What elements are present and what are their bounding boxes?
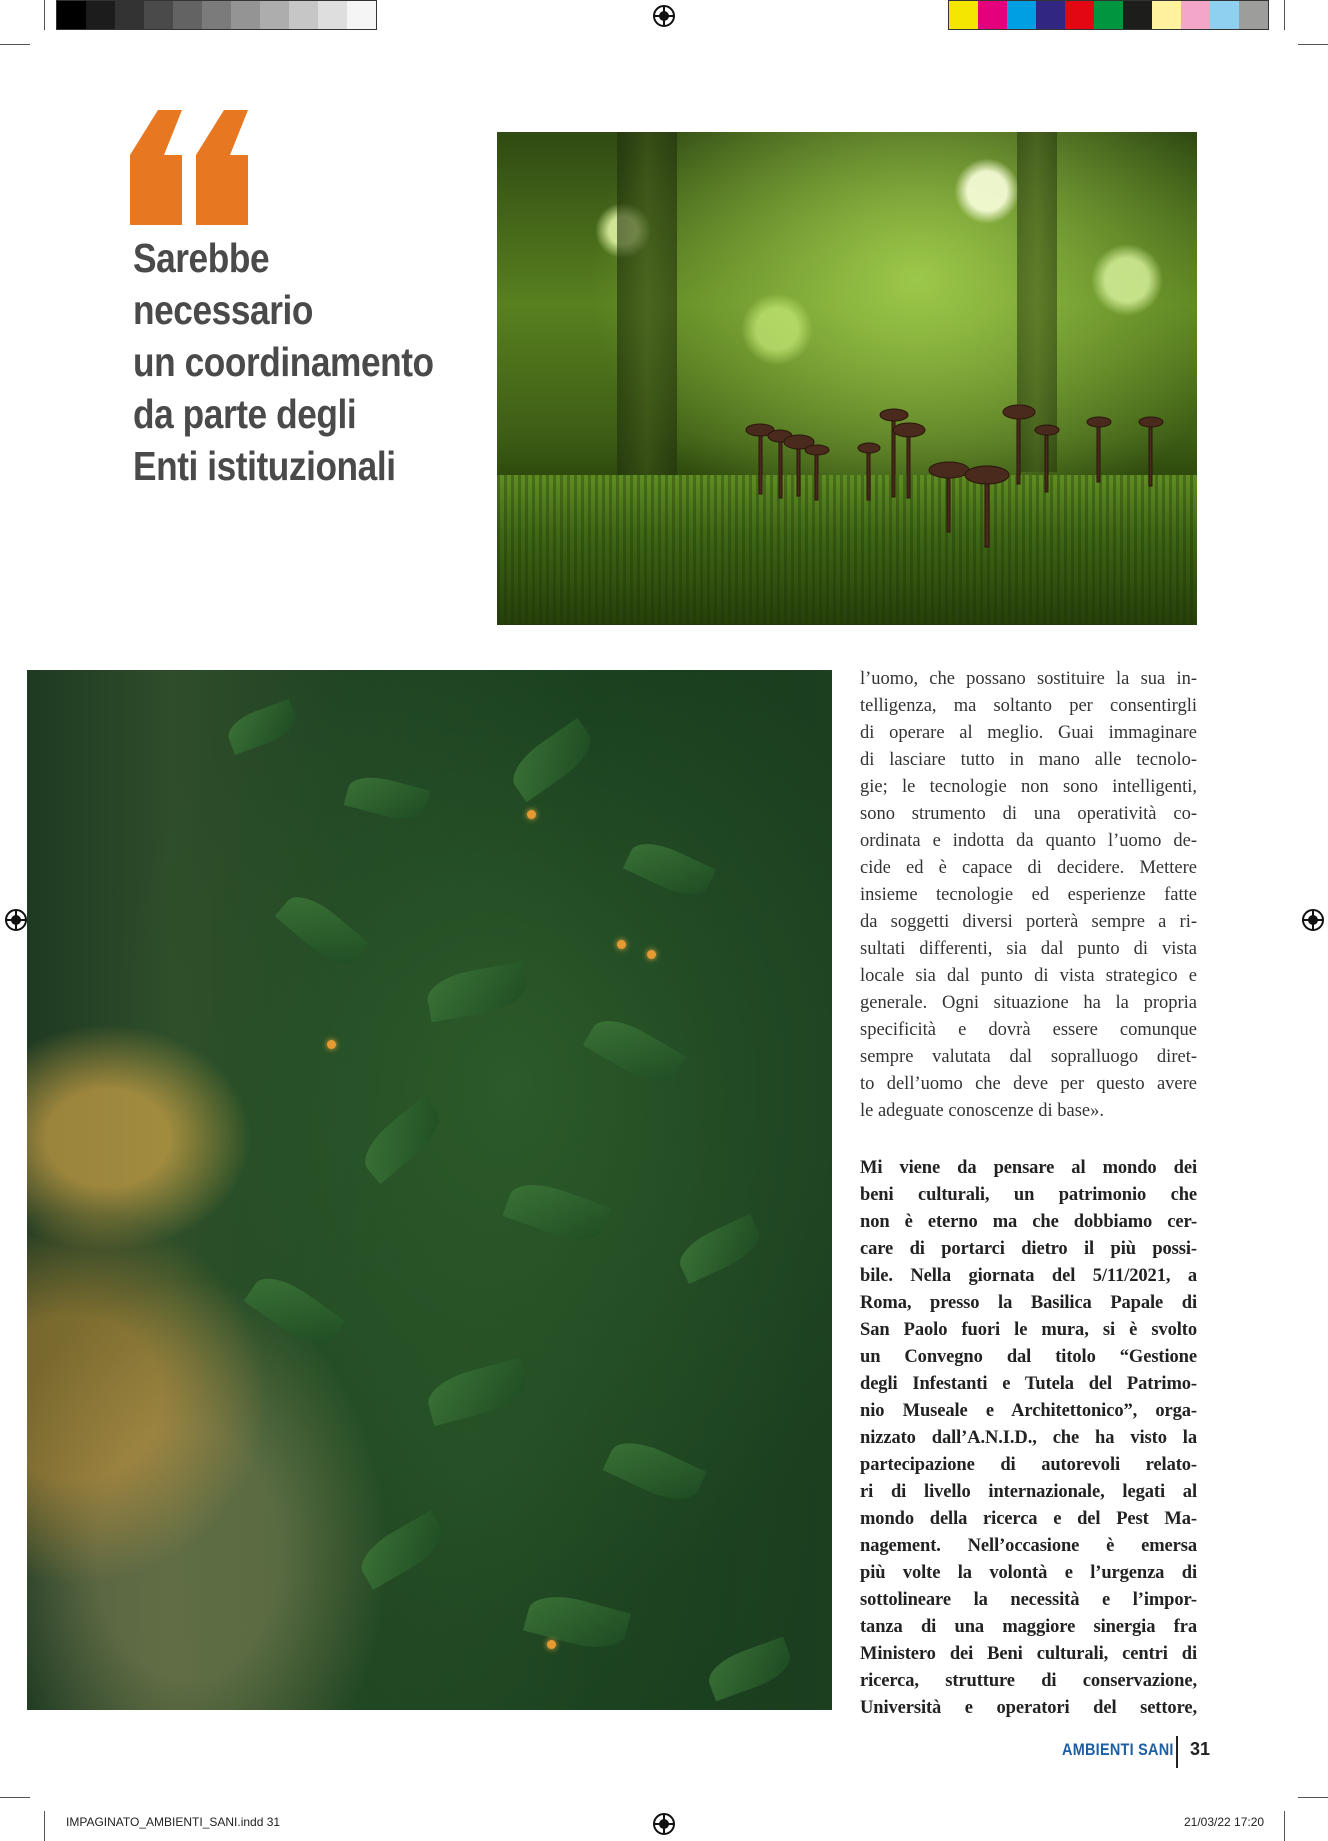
color-swatch: [1094, 1, 1123, 29]
pull-quote-line: Enti istituzionali: [133, 443, 396, 489]
text-line: Roma, presso la Basilica Papale di: [860, 1293, 1197, 1313]
crop-mark: [0, 1797, 30, 1798]
article-paragraph: [860, 666, 1197, 1125]
text-line: insieme tecnologie ed esperienze fatte: [860, 885, 1197, 905]
text-line: sempre valutata dal sopralluogo diret-: [860, 1047, 1197, 1067]
color-swatch: [1123, 1, 1152, 29]
color-swatch: [949, 1, 978, 29]
text-line: Mi viene da pensare al mondo dei: [860, 1158, 1197, 1178]
text-line: bile. Nella giornata del 5/11/2021, a: [860, 1266, 1197, 1286]
text-line: tanza di una maggiore sinergia fra: [860, 1617, 1197, 1637]
registration-mark-icon: [1302, 909, 1324, 931]
registration-mark-icon: [5, 909, 27, 931]
text-line: cide ed è capace di decidere. Mettere: [860, 858, 1197, 878]
text-line: ricerca, strutture di conservazione,: [860, 1671, 1197, 1691]
print-slug-file: IMPAGINATO_AMBIENTI_SANI.indd 31: [66, 1815, 281, 1829]
crop-mark: [44, 1811, 45, 1841]
pull-quote-line: un coordinamento: [133, 339, 434, 385]
text-line: mondo della ricerca e del Pest Ma-: [860, 1509, 1197, 1529]
text-line: nagement. Nell’occasione è emersa: [860, 1536, 1197, 1556]
color-swatch: [289, 1, 318, 29]
process-color-bar: [948, 0, 1269, 30]
text-line: di lasciare tutto in mano alle tecnolo-: [860, 750, 1197, 770]
text-line: da soggetti diversi porterà sempre a ri-: [860, 912, 1197, 932]
text-line: care di portarci dietro il più possi-: [860, 1239, 1197, 1259]
text-line: sultati differenti, sia dal punto di vista: [860, 939, 1197, 959]
text-line: Università e operatori del settore,: [860, 1698, 1197, 1718]
color-swatch: [231, 1, 260, 29]
text-line: gie; le tecnologie non sono intelligenti,: [860, 777, 1197, 797]
pull-quote-line: da parte degli: [133, 391, 357, 437]
text-line: specificità e dovrà essere comunque: [860, 1020, 1197, 1040]
text-line: non è eterno ma che dobbiamo cer-: [860, 1212, 1197, 1232]
color-swatch: [1152, 1, 1181, 29]
color-swatch: [1181, 1, 1210, 29]
text-line: to dell’uomo che deve per questo avere: [860, 1074, 1197, 1094]
color-swatch: [978, 1, 1007, 29]
text-line: sono strumento di una operatività co-: [860, 804, 1197, 824]
text-line: generale. Ogni situazione ha la propria: [860, 993, 1197, 1013]
text-line: di operare al meglio. Guai immaginare: [860, 723, 1197, 743]
text-line: beni culturali, un patrimonio che: [860, 1185, 1197, 1205]
text-line: sottolineare la necessità e l’impor-: [860, 1590, 1197, 1610]
registration-mark-icon: [653, 1813, 675, 1835]
color-swatch: [57, 1, 86, 29]
color-swatch: [202, 1, 231, 29]
mushrooms-photo: [497, 132, 1197, 625]
gray-color-bar: [56, 0, 377, 30]
text-line: San Paolo fuori le mura, si è svolto: [860, 1320, 1197, 1340]
text-line: ri di livello internazionale, legati al: [860, 1482, 1197, 1502]
color-swatch: [1210, 1, 1239, 29]
color-swatch: [318, 1, 347, 29]
text-line: l’uomo, che possano sostituire la sua in-: [860, 669, 1197, 689]
crop-mark: [1284, 1811, 1285, 1841]
color-swatch: [144, 1, 173, 29]
registration-mark-icon: [653, 5, 675, 27]
color-swatch: [347, 1, 376, 29]
text-line: locale sia dal punto di vista strategico e: [860, 966, 1197, 986]
magazine-brand: AMBIENTI SANI: [1062, 1740, 1174, 1759]
text-line: degli Infestanti e Tutela del Patrimo-: [860, 1374, 1197, 1394]
text-line: Ministero dei Beni culturali, centri di: [860, 1644, 1197, 1664]
crop-mark: [44, 0, 45, 30]
color-swatch: [260, 1, 289, 29]
page-number: 31: [1190, 1739, 1211, 1759]
text-line: nizzato dall’A.N.I.D., che ha visto la: [860, 1428, 1197, 1448]
footer-divider: [1176, 1736, 1178, 1768]
text-line: nio Museale e Architettonico”, orga-: [860, 1401, 1197, 1421]
text-line: ordinata e indotta da quanto l’uomo de-: [860, 831, 1197, 851]
text-line: un Convegno dal titolo “Gestione: [860, 1347, 1197, 1367]
text-line: più volte la volontà e l’urgenza di: [860, 1563, 1197, 1583]
color-swatch: [1007, 1, 1036, 29]
color-swatch: [1239, 1, 1268, 29]
pull-quote-line: Sarebbe: [133, 235, 270, 281]
print-slug-date: 21/03/22 17:20: [1184, 1815, 1265, 1829]
quote-mark-icon: [130, 110, 250, 225]
pull-quote: [133, 232, 434, 492]
text-line: le adeguate conoscenze di base».: [860, 1101, 1104, 1121]
text-line: partecipazione di autorevoli relato-: [860, 1455, 1197, 1475]
color-swatch: [86, 1, 115, 29]
color-swatch: [1065, 1, 1094, 29]
color-swatch: [115, 1, 144, 29]
crop-mark: [1298, 1797, 1328, 1798]
crop-mark: [1298, 44, 1328, 45]
text-line: telligenza, ma soltanto per consentirgli: [860, 696, 1197, 716]
pull-quote-line: necessario: [133, 287, 313, 333]
color-swatch: [1036, 1, 1065, 29]
leaves-photo: [27, 670, 832, 1710]
crop-mark: [1284, 0, 1285, 30]
article-paragraph-bold: [860, 1155, 1197, 1722]
crop-mark: [0, 44, 30, 45]
color-swatch: [173, 1, 202, 29]
